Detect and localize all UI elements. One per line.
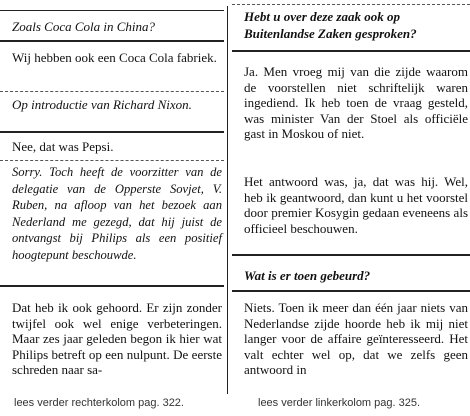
continuation-note-left: lees verder rechterkolom pag. 322. [14, 397, 184, 409]
rule [232, 254, 470, 256]
rule [232, 290, 470, 292]
answer: Wij hebben ook een Coca Cola fabriek. [12, 50, 217, 65]
question: Hebt u over deze zaak ook op Buitenlandse Zaken gesproken? [244, 9, 417, 41]
answer: Het antwoord was, ja, dat was hij. Wel, heb ik geantwoord, dan kunt u het voorstel door premier Kosygin gedaan eveneens als officieel beschouwen. [244, 174, 468, 236]
column-divider [227, 6, 228, 394]
rule [0, 91, 224, 92]
answer: Niets. Toen ik meer dan één jaar niets van Nederlandse zijde hoorde heb ik mij niet langer voor de affaire geïnteresseerd. Het valt echter wel op, dat we zelfs geen antwoord in [244, 300, 468, 377]
question: Op introductie van Richard Nixon. [12, 97, 192, 112]
question: Zoals Coca Cola in China? [12, 19, 156, 34]
rule [232, 4, 470, 5]
answer: Nee, dat was Pepsi. [12, 139, 114, 154]
rule [0, 40, 224, 42]
answer: Dat heb ik ook gehoord. Er zijn zonder twijfel ook wel enige verbeteringen. Maar zes jaar geleden begon ik hier wat Philips betreft op een nulpunt. De eerste schreden naar sa- [12, 300, 222, 377]
question: Wat is er toen gebeurd? [244, 268, 371, 283]
rule [0, 160, 224, 161]
rule [0, 131, 224, 133]
rule [0, 285, 224, 287]
answer: Ja. Men vroeg mij van die zijde waarom de voorstellen niet schriftelijk waren ingediend. Ik heb toen de vraag gesteld, was minister Van der Stoel als officiële gast in Moskou of niet. [244, 64, 468, 141]
rule [232, 50, 470, 52]
rule [0, 10, 224, 11]
question: Sorry. Toch heeft de voorzitter van de delegatie van de Opperste Sovjet, V. Ruben, na afloop van het bezoek aan Nederland me gezegd, dat hij juist de ontvangst bij Philips als een positief hoogtepunt beschouwde. [12, 165, 222, 262]
continuation-note-right: lees verder linkerkolom pag. 325. [258, 397, 421, 409]
